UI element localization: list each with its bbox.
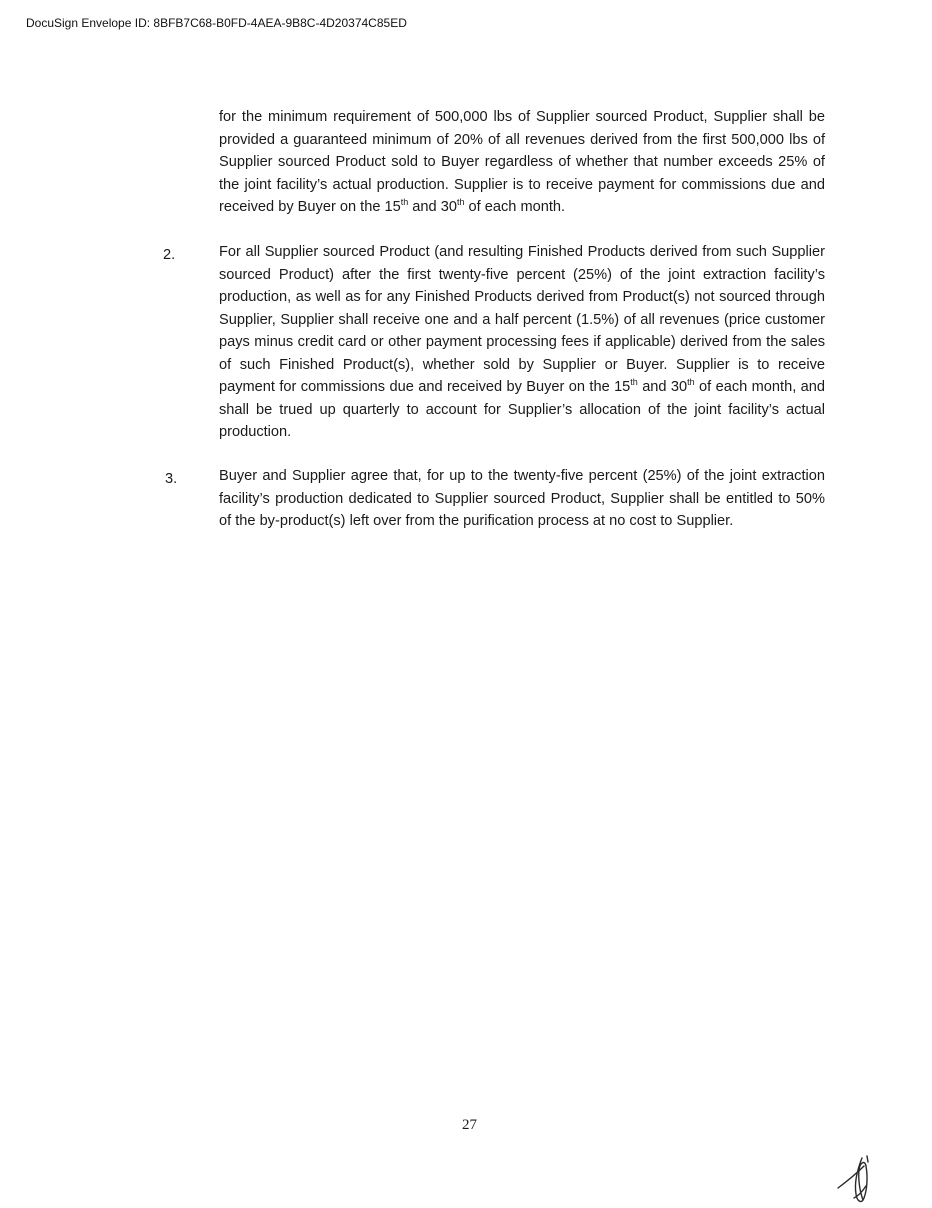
page-number: 27 bbox=[462, 1117, 477, 1133]
ordinal-suffix: th bbox=[400, 197, 409, 208]
paragraph-3: Buyer and Supplier agree that, for up to the twenty-five percent (25%) of the joint extraction facility’s production dedicated to Supplier sourced Product, Supplier shall be entitled to 50% of the by-product(s) left over from the purification process at no cost to Supplier. bbox=[219, 468, 825, 529]
handwritten-initials-icon bbox=[834, 1152, 876, 1208]
paragraph-text: of each month, and shall be trued up quarterly to account for Supplier’s allocation of the joint facility’s actual production. bbox=[219, 379, 825, 440]
paragraph-text: and 30 bbox=[408, 199, 457, 215]
paragraph-text: for the minimum requirement of 500,000 lbs of Supplier sourced Product, Supplier shall be provided a guaranteed minimum of 20% of all revenues derived from the first 500,000 lbs of Supplier sourced Product sold to Buyer regardless of whether that number exceeds 25% of the joint facility’s actual production. Supplier is to receive payment for commissions due and received by Buyer on the 15 bbox=[219, 109, 825, 215]
ordinal-suffix: th bbox=[687, 377, 695, 388]
ordinal-suffix: th bbox=[630, 377, 638, 388]
paragraph-2 bbox=[219, 241, 825, 444]
paragraph-text: and 30 bbox=[637, 379, 688, 395]
paragraph-number: 3. bbox=[165, 471, 178, 487]
initials-stroke bbox=[838, 1156, 868, 1201]
paragraph-number: 2. bbox=[163, 247, 176, 263]
docusign-envelope-id: DocuSign Envelope ID: 8BFB7C68-B0FD-4AEA-9B8C-4D20374C85ED bbox=[26, 16, 407, 30]
ordinal-suffix: th bbox=[456, 197, 465, 208]
paragraph-continued bbox=[219, 106, 825, 219]
paragraph-text: For all Supplier sourced Product (and resulting Finished Products derived from such Supplier sourced Product) after the first twenty-five percent (25%) of the joint extraction facility’s production, as well as for any Finished Products derived from Product(s) not sourced through Supplier, Supplier shall receive one and a half percent (1.5%) of all revenues (price customer pays minus credit card or other payment processing fees if applicable) derived from the sales of such Finished Product(s), whether sold by Supplier or Buyer. Supplier is to receive payment for commissions due and received by Buyer on the 15 bbox=[219, 244, 825, 395]
paragraph-text: of each month. bbox=[464, 199, 566, 215]
